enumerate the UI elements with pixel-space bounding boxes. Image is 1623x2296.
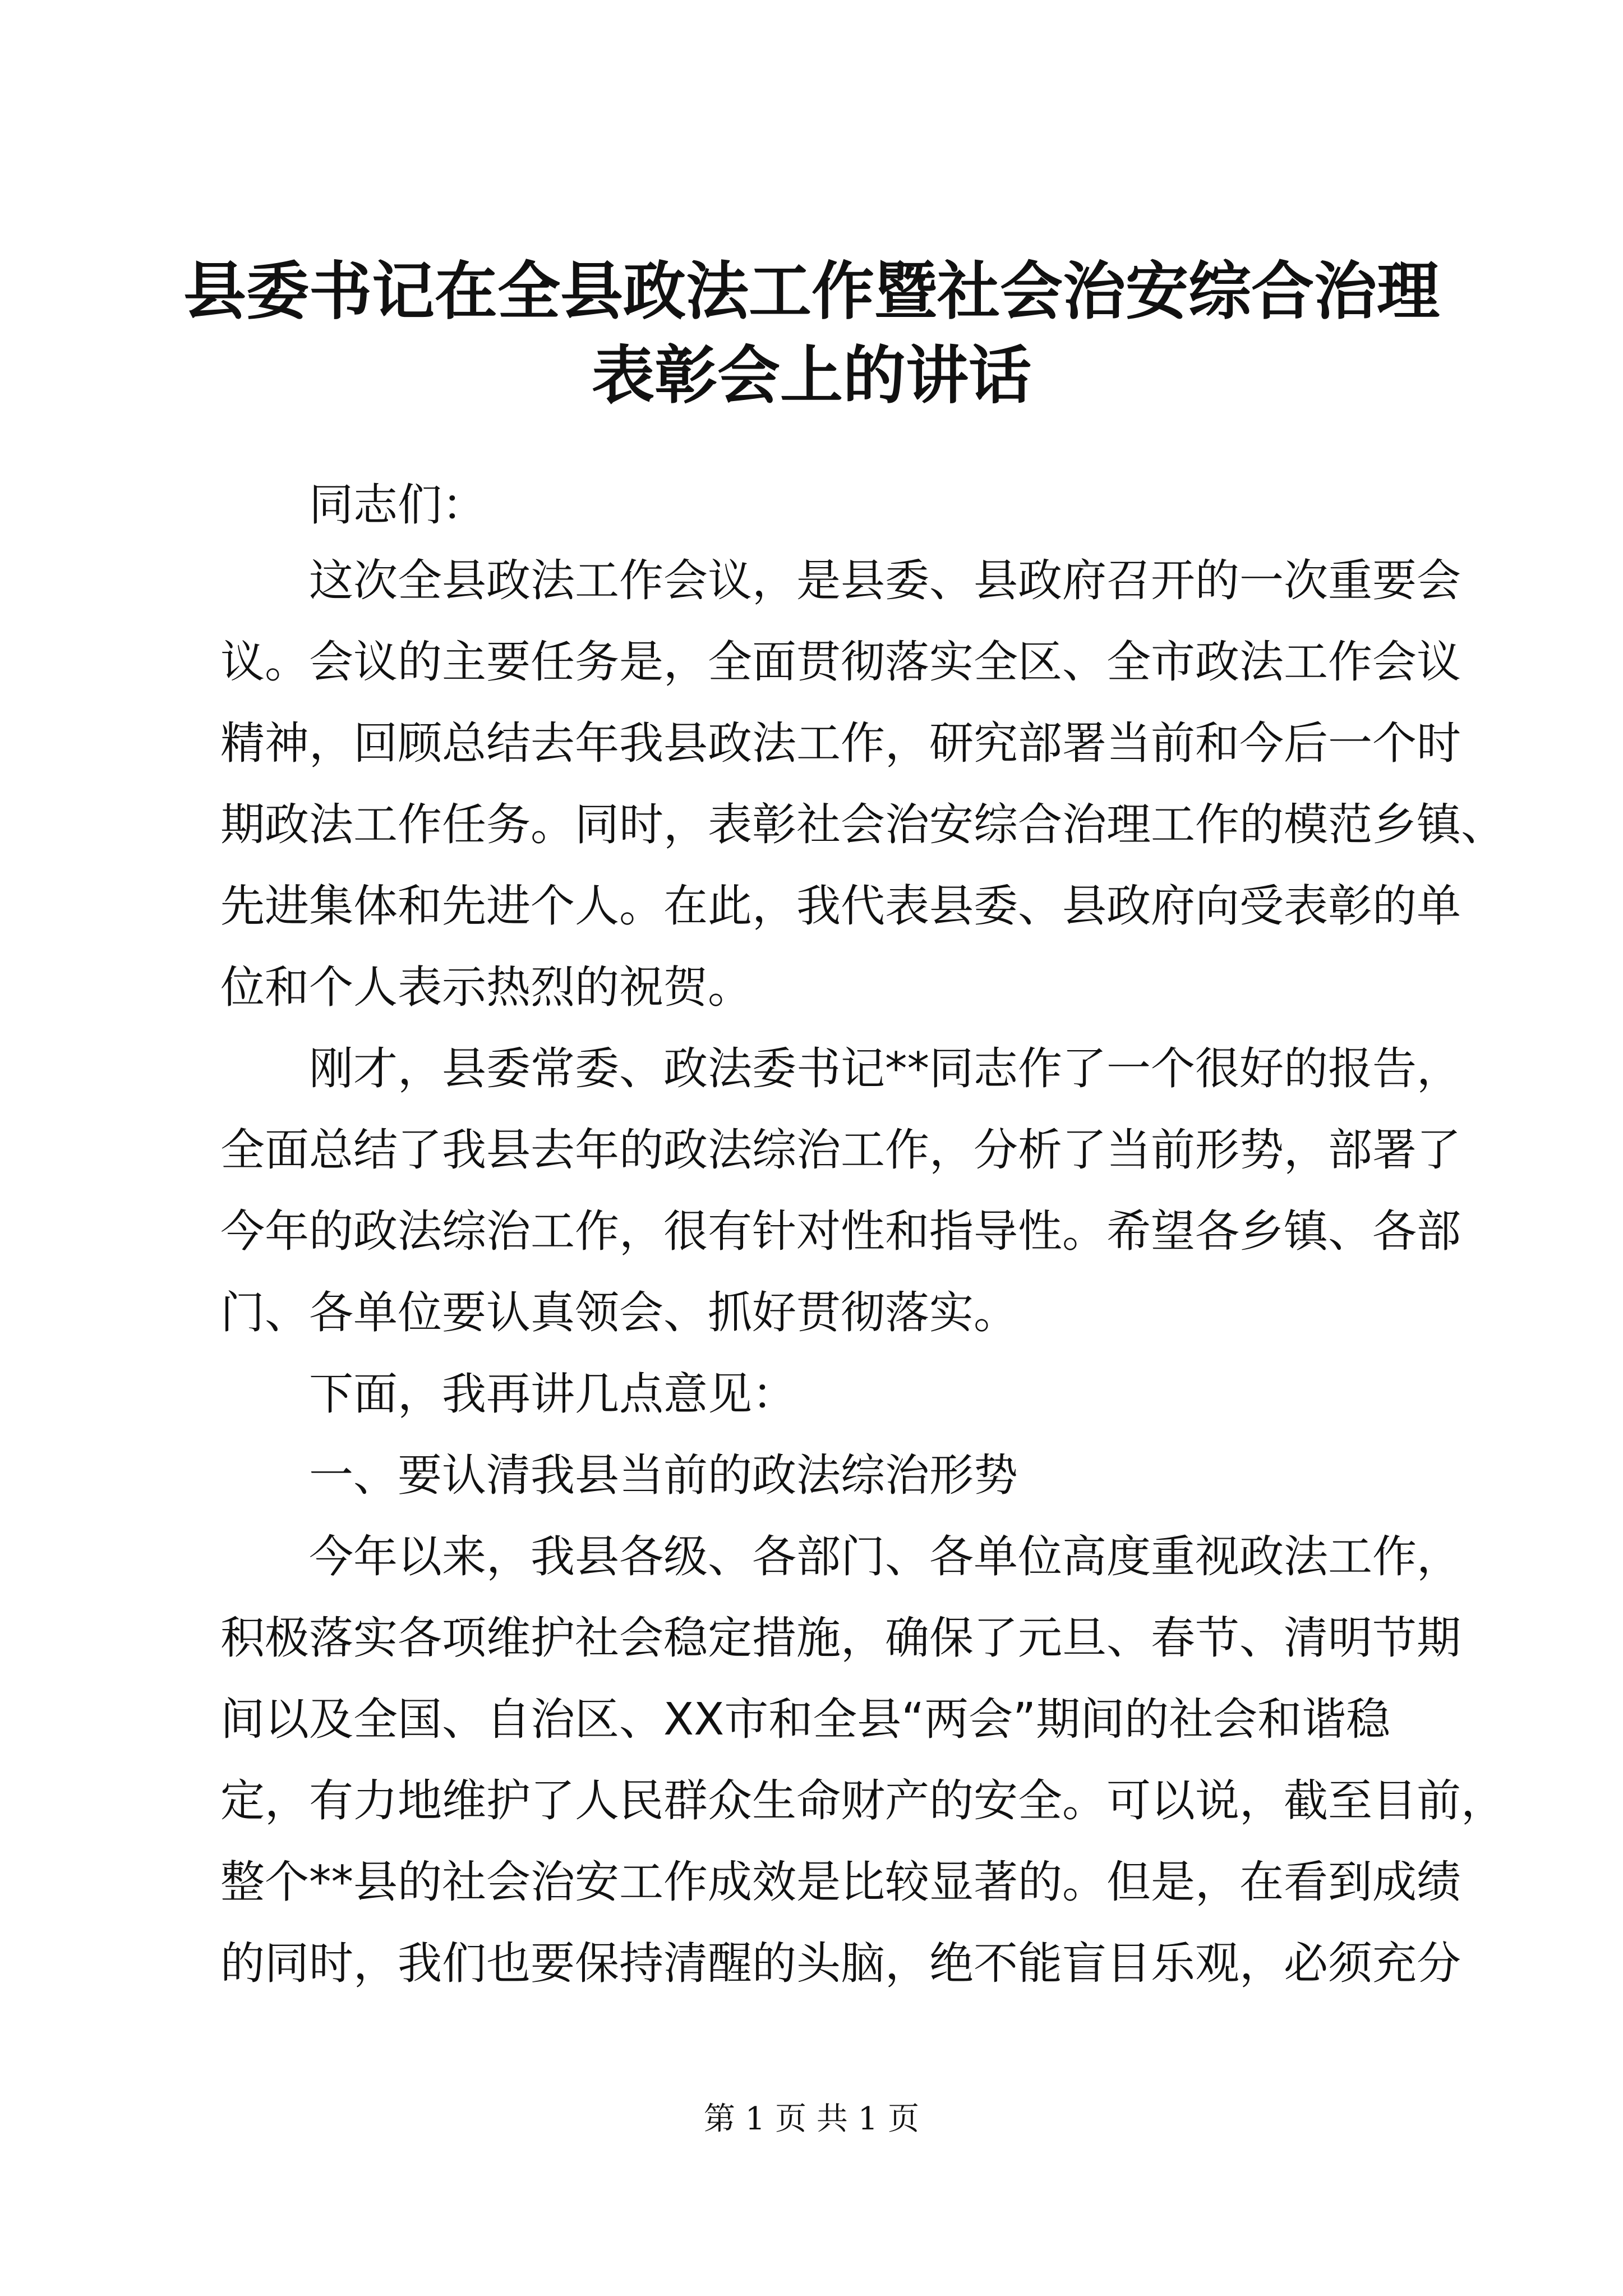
body-line: 积极落实各项维护社会稳定措施，确保了元旦、春节、清明节期 xyxy=(220,1612,1461,1664)
body-line: 今年的政法综治工作，很有针对性和指导性。希望各乡镇、各部 xyxy=(220,1205,1461,1257)
body-line: 的同时，我们也要保持清醒的头脑，绝不能盲目乐观，必须充分 xyxy=(220,1938,1461,1989)
body-line: 先进集体和先进个人。在此，我代表县委、县政府向受表彰的单 xyxy=(220,880,1461,932)
body-line: 整个**县的社会治安工作成效是比较显著的。但是，在看到成绩 xyxy=(220,1856,1461,1908)
body-line: 精神，回顾总结去年我县政法工作，研究部署当前和今后一个时 xyxy=(220,717,1461,769)
body-line: 位和个人表示热烈的祝贺。 xyxy=(220,961,752,1013)
document-title-line-2: 表彰会上的讲话 xyxy=(592,339,1031,412)
body-line: 间以及全国、自治区、XX市和全县“两会”期间的社会和谐稳 xyxy=(220,1694,1391,1745)
page-footer: 第 1 页 共 1 页 xyxy=(703,2101,920,2137)
body-line: 这次全县政法工作会议，是县委、县政府召开的一次重要会 xyxy=(220,555,1461,606)
body-line: 一、要认清我县当前的政法综治形势 xyxy=(220,1450,1018,1501)
document-title-line-1: 县委书记在全县政法工作暨社会治安综合治理 xyxy=(183,255,1440,328)
body-line: 同志们： xyxy=(220,479,486,531)
body-line: 下面，我再讲几点意见： xyxy=(220,1368,796,1420)
body-line: 门、各单位要认真领会、抓好贯彻落实。 xyxy=(220,1287,1018,1338)
body-line: 议。会议的主要任务是，全面贯彻落实全区、全市政法工作会议 xyxy=(220,636,1461,688)
body-line: 期政法工作任务。同时，表彰社会治安综合治理工作的模范乡镇、 xyxy=(220,799,1505,850)
body-line: 今年以来，我县各级、各部门、各单位高度重视政法工作， xyxy=(220,1531,1461,1582)
body-line: 刚才，县委常委、政法委书记**同志作了一个很好的报告， xyxy=(220,1043,1461,1094)
body-line: 全面总结了我县去年的政法综治工作，分析了当前形势，部署了 xyxy=(220,1124,1461,1176)
body-line: 定，有力地维护了人民群众生命财产的安全。可以说，截至目前， xyxy=(220,1775,1505,1826)
